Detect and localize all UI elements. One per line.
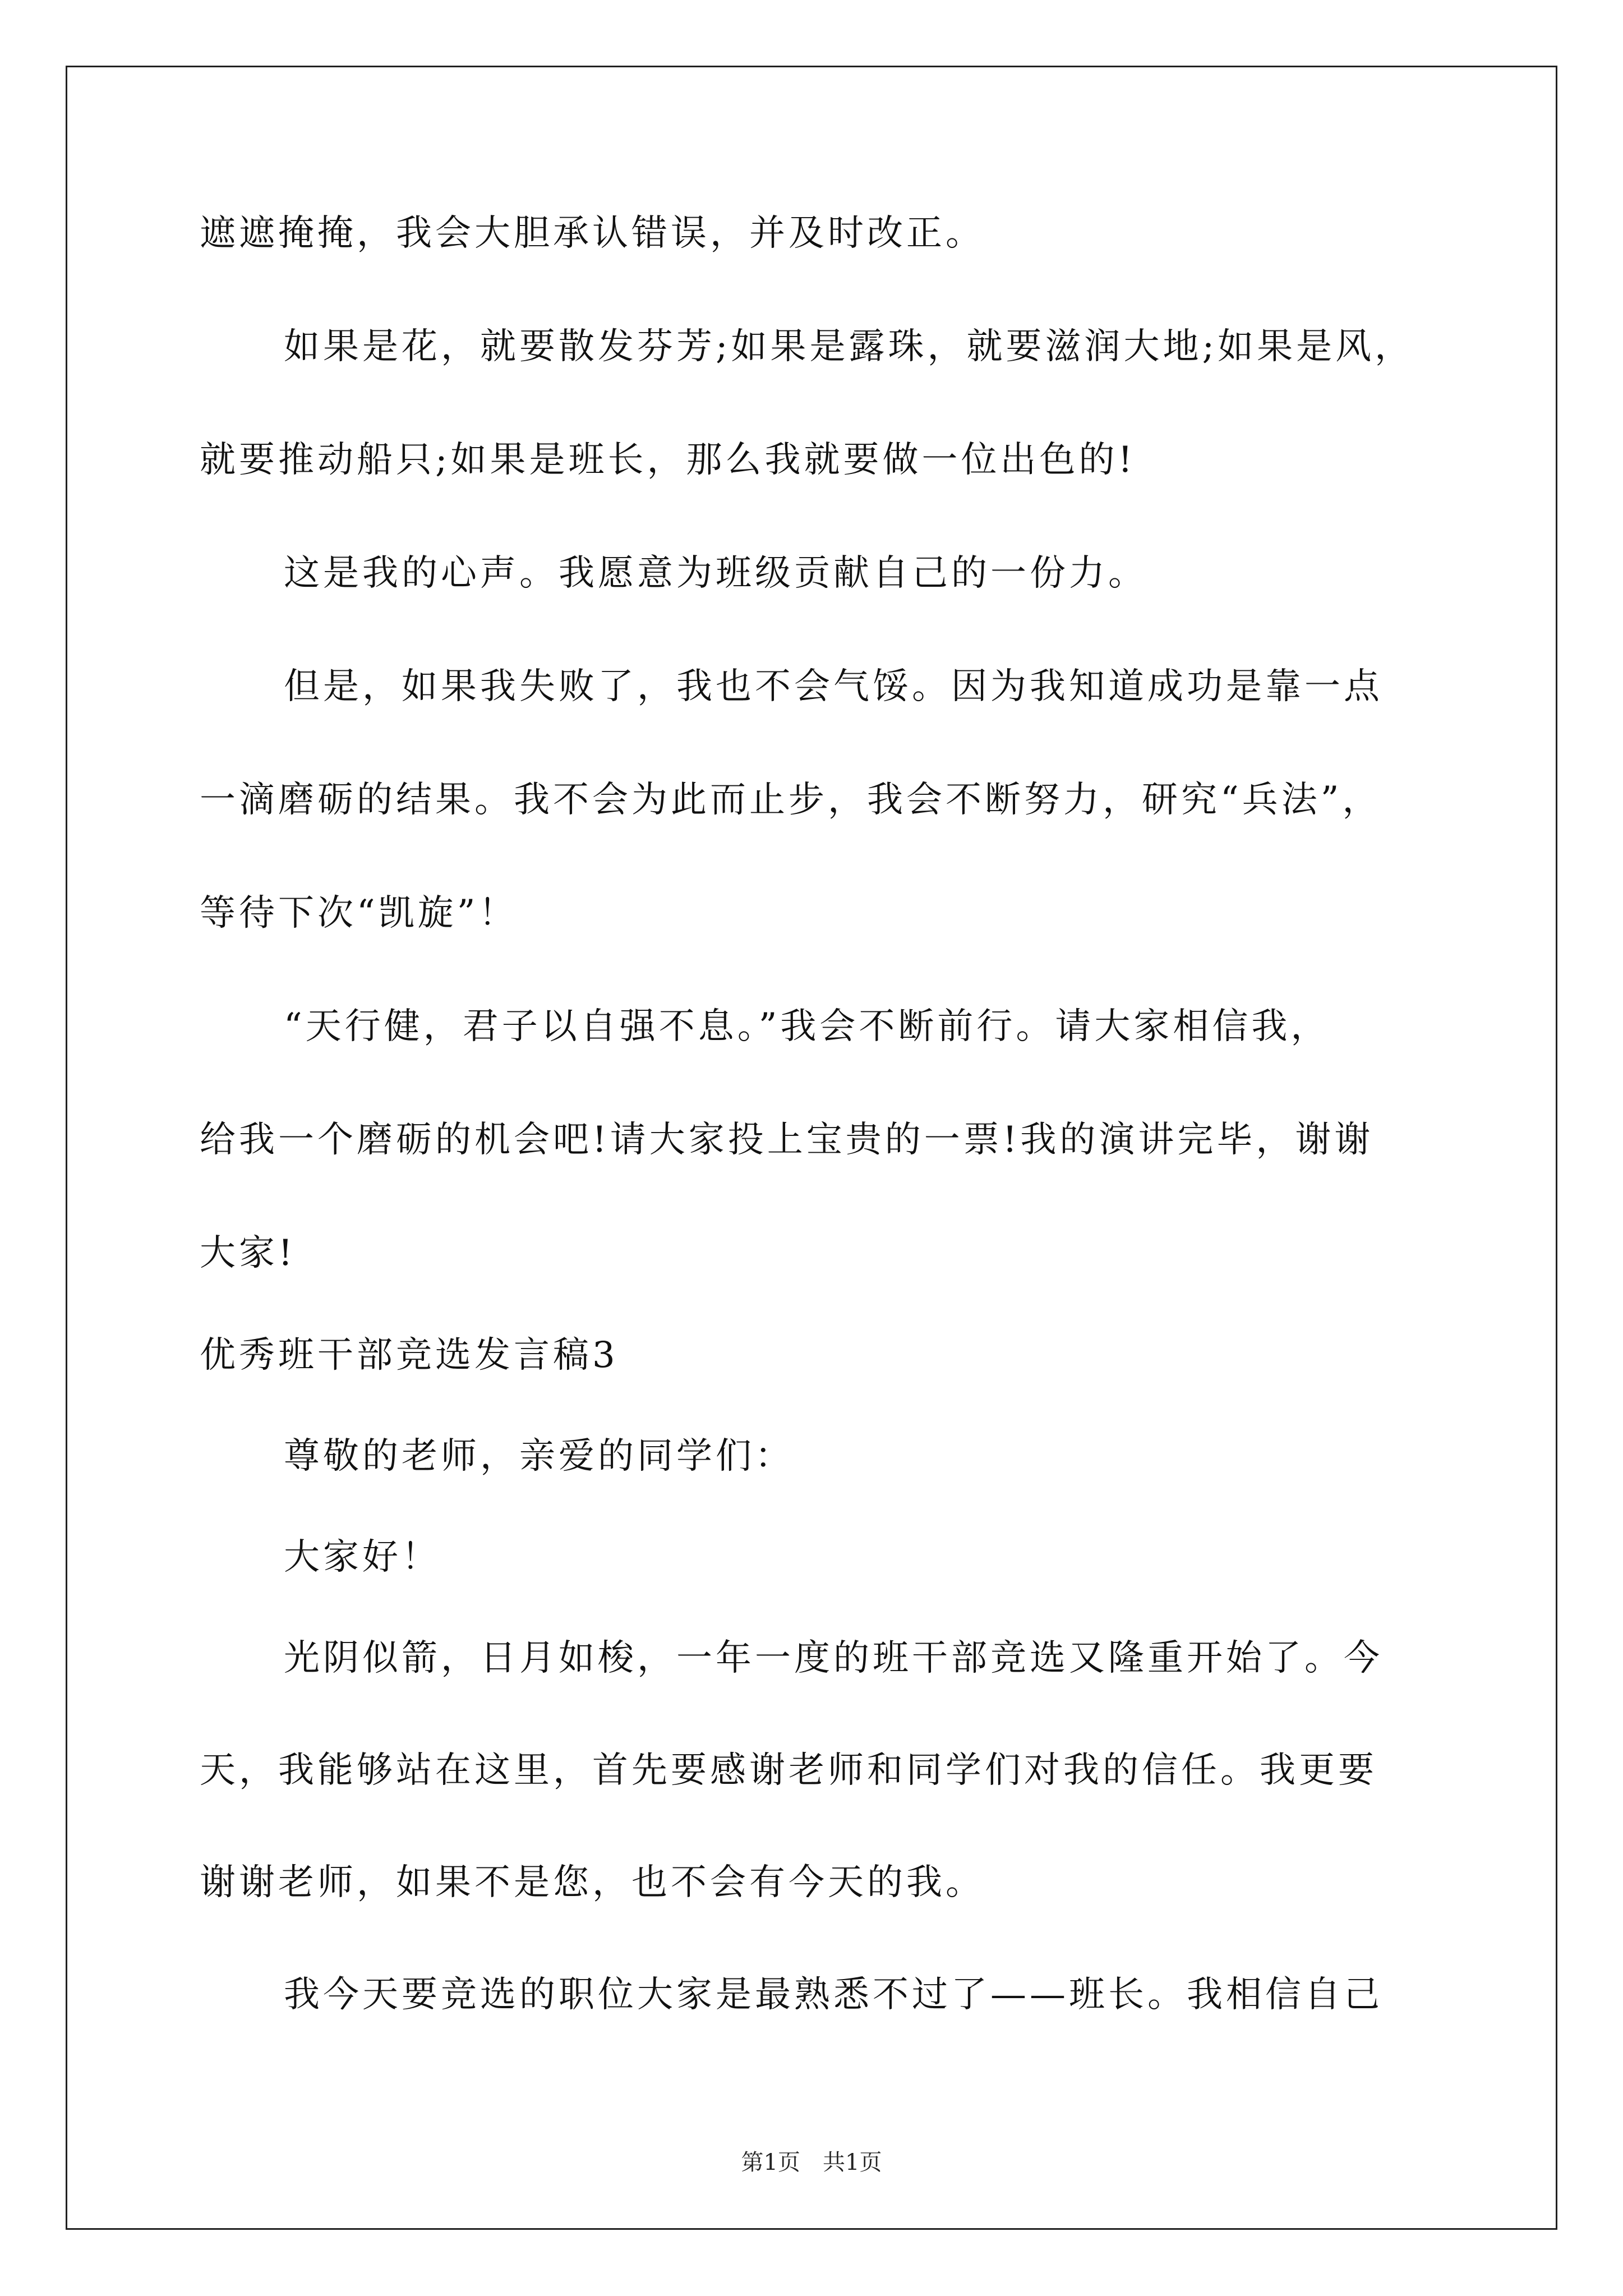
- text-line-12: 尊敬的老师，亲爱的同学们：: [284, 1435, 794, 1477]
- text-line-9: 给我一个磨砺的机会吧!请大家投上宝贵的一票!我的演讲完毕，谢谢: [200, 1119, 1374, 1161]
- section-heading: 优秀班干部竞选发言稿3: [200, 1335, 619, 1376]
- text-line-10: 大家!: [200, 1232, 296, 1274]
- text-line-7: 等待下次“凯旋”！: [200, 892, 518, 934]
- text-line-5: 但是，如果我失败了，我也不会气馁。因为我知道成功是靠一点: [284, 666, 1383, 707]
- text-line-14: 光阴似箭，日月如梭，一年一度的班干部竞选又隆重开始了。今: [284, 1637, 1383, 1679]
- text-line-17: 我今天要竞选的职位大家是最熟悉不过了——班长。我相信自己: [284, 1974, 1383, 2016]
- text-line-13: 大家好！: [284, 1536, 441, 1578]
- text-line-2: 如果是花，就要散发芬芳;如果是露珠，就要滋润大地;如果是风，: [284, 326, 1414, 367]
- text-line-3: 就要推动船只;如果是班长，那么我就要做一位出色的!: [200, 439, 1136, 481]
- text-line-6: 一滴磨砺的结果。我不会为此而止步，我会不断努力，研究“兵法”，: [200, 779, 1382, 821]
- text-line-15: 天，我能够站在这里，首先要感谢老师和同学们对我的信任。我更要: [200, 1750, 1377, 1791]
- text-line-1: 遮遮掩掩，我会大胆承认错误，并及时改正。: [200, 213, 985, 254]
- page-footer: 第1页 共1页: [741, 2150, 882, 2175]
- text-line-4: 这是我的心声。我愿意为班级贡献自己的一份力。: [284, 553, 1147, 594]
- text-line-16: 谢谢老师，如果不是您，也不会有今天的我。: [200, 1862, 985, 1903]
- text-line-8: “天行健，君子以自强不息。”我会不断前行。请大家相信我，: [284, 1006, 1330, 1047]
